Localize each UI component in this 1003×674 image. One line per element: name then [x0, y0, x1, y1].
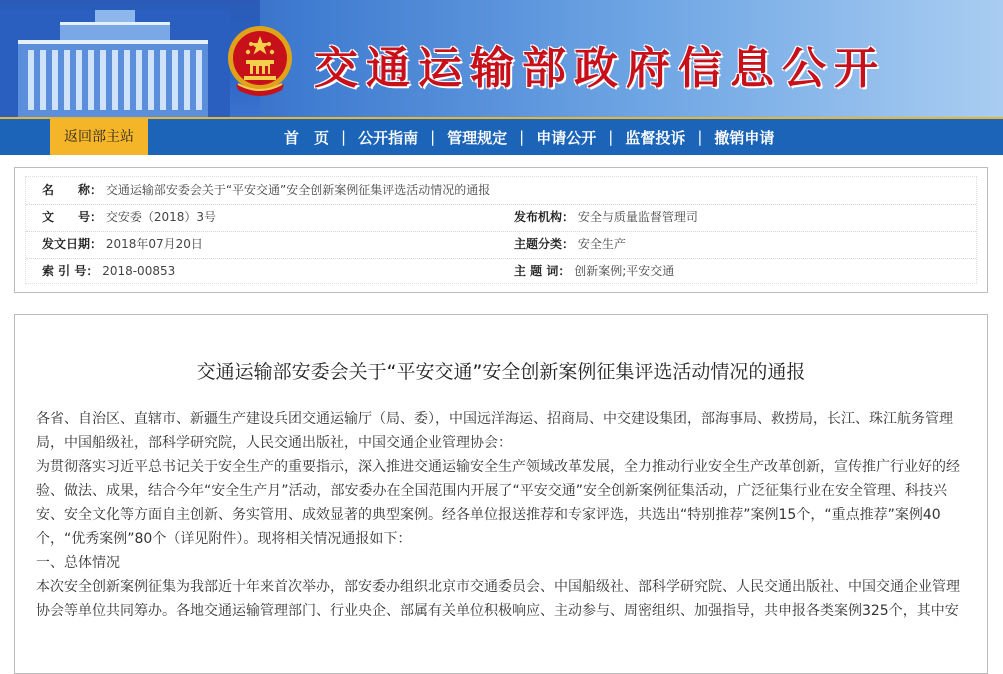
- info-row-index: [26, 258, 976, 285]
- back-to-main-site-button[interactable]: 返回部主站: [50, 119, 148, 155]
- nav-menu: [272, 119, 786, 155]
- category-label: 主题分类：: [514, 237, 575, 251]
- nav-separator: |: [341, 128, 347, 146]
- info-row-name: [26, 177, 976, 205]
- publisher-value: 安全与质量监督管理司: [577, 210, 698, 224]
- header-banner: [0, 0, 1003, 117]
- document-info-table: [25, 176, 977, 284]
- category-value: 安全生产: [577, 237, 626, 251]
- main-nav: [0, 117, 1003, 155]
- national-emblem-icon: [226, 22, 294, 98]
- nav-item-complaint[interactable]: 监督投诉: [625, 128, 686, 147]
- nav-item-apply[interactable]: 申请公开: [536, 128, 597, 147]
- keywords-label: 主 题 词：: [514, 264, 571, 278]
- issue-date-value: 2018年07月20日: [105, 237, 203, 251]
- banner-title: 交通运输部政府信息公开: [314, 43, 886, 94]
- nav-separator: |: [697, 128, 703, 146]
- nav-item-home[interactable]: 首 页: [284, 128, 330, 147]
- article-paragraph: 本次安全创新案例征集为我部近十年来首次举办，部安委办组织北京市交通委员会、中国船级社、部科学研究院、人民交通出版社、中国交通企业管理协会等单位共同筹办。各地交通运输管理部门、行业央企、部属有关单位积极响应、主动参与、周密组织、加强指导，共申报各类案例325个，其中安: [36, 579, 960, 619]
- info-row-date: [26, 231, 976, 259]
- info-row-docno: [26, 204, 976, 232]
- nav-item-guide[interactable]: 公开指南: [358, 128, 419, 147]
- keywords-value: 创新案例;平安交通: [574, 264, 675, 278]
- nav-separator: |: [519, 128, 525, 146]
- building-illustration: [0, 10, 230, 117]
- document-info-panel: [14, 167, 988, 293]
- nav-item-withdraw[interactable]: 撤销申请: [714, 128, 775, 147]
- article-panel: [14, 314, 988, 674]
- article-paragraph: 为贯彻落实习近平总书记关于安全生产的重要指示，深入推进交通运输安全生产领域改革发展，全力推动行业安全生产改革创新，宣传推广行业好的经验、做法、成果，结合今年“安全生产月”活动，部安委办在全国范围内开展了“平安交通”安全创新案例征集活动，广泛征集行业在安全管理、科技兴安、安全文化等方面自主创新、务实管用、成效显著的典型案例。经各单位报送推荐和专家评选，共选出“特别推荐”案例15个，“重点推荐”案例40个，“优秀案例”80个（详见附件）。现将相关情况通报如下：: [36, 459, 960, 547]
- nav-separator: |: [608, 128, 614, 146]
- article-body: [36, 407, 963, 623]
- nav-separator: |: [430, 128, 436, 146]
- name-value: 交通运输部安委会关于“平安交通”安全创新案例征集评选活动情况的通报: [105, 183, 491, 197]
- issue-date-label: 发文日期：: [42, 237, 103, 251]
- publisher-label: 发布机构：: [514, 210, 575, 224]
- article-title: 交通运输部安委会关于“平安交通”安全创新案例征集评选活动情况的通报: [196, 361, 806, 383]
- article-paragraph: 各省、自治区、直辖市、新疆生产建设兵团交通运输厅（局、委），中国远洋海运、招商局、中交建设集团，部海事局、救捞局，长江、珠江航务管理局，中国船级社，部科学研究院，人民交通出版社，中国交通企业管理协会：: [36, 411, 953, 451]
- index-number-value: 2018-00853: [102, 264, 176, 278]
- doc-number-value: 交安委（2018）3号: [105, 210, 217, 224]
- nav-item-regulations[interactable]: 管理规定: [447, 128, 508, 147]
- index-number-label: 索 引 号：: [42, 264, 99, 278]
- doc-number-label: 文 号：: [42, 210, 103, 224]
- article-section-heading: 一、总体情况: [36, 555, 120, 571]
- name-label: 名 称：: [42, 183, 103, 197]
